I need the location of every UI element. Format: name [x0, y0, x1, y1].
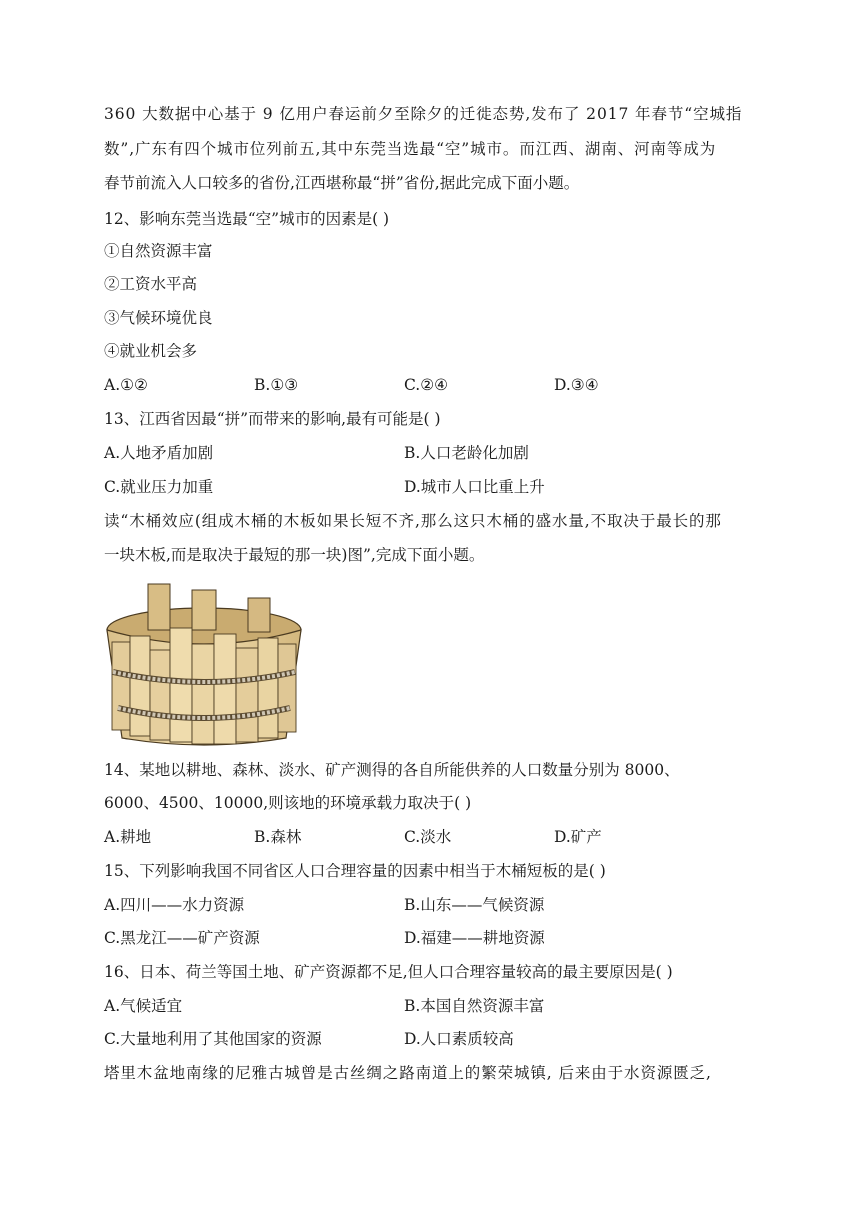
q13-option-a: A.人地矛盾加剧: [104, 444, 214, 462]
intro3-line1: 塔里木盆地南缘的尼雅古城曾是古丝绸之路南道上的繁荣城镇, 后来由于水资源匮乏,: [104, 1064, 712, 1082]
q14-stem-line1: 14、某地以耕地、森林、淡水、矿产测得的各自所能供养的人口数量分别为 8000、: [104, 761, 680, 779]
q12-option-d: D.③④: [554, 376, 599, 394]
q12-stem: 12、影响东莞当选最“空”城市的因素是( ): [104, 210, 390, 228]
q16-option-a: A.气候适宜: [104, 997, 183, 1015]
intro2-line1: 读“木桶效应(组成木桶的木板如果长短不齐,那么这只木桶的盛水量,不取决于最长的那: [104, 512, 722, 530]
q13-stem: 13、江西省因最“拼”而带来的影响,最有可能是( ): [104, 410, 441, 428]
q15-option-a: A.四川——水力资源: [104, 896, 245, 914]
q13-option-b: B.人口老龄化加剧: [404, 444, 529, 462]
q16-stem: 16、日本、荷兰等国土地、矿产资源都不足,但人口合理容量较高的最主要原因是( ): [104, 963, 673, 981]
q14-option-a: A.耕地: [104, 828, 152, 846]
intro1-line3: 春节前流入人口较多的省份,江西堪称最“拼”省份,据此完成下面小题。: [104, 174, 580, 192]
wooden-bucket-figure: [104, 580, 304, 750]
q14-option-c: C.淡水: [404, 828, 452, 846]
q15-option-b: B.山东——气候资源: [404, 896, 545, 914]
q15-option-c: C.黑龙江——矿产资源: [104, 929, 260, 947]
q14-option-d: D.矿产: [554, 828, 602, 846]
q12-item-3: ③气候环境优良: [104, 309, 213, 327]
q12-item-2: ②工资水平高: [104, 275, 198, 293]
q16-option-b: B.本国自然资源丰富: [404, 997, 545, 1015]
intro1-line2: 数”,广东有四个城市位列前五,其中东莞当选最“空”城市。而江西、湖南、河南等成为: [104, 140, 717, 158]
q16-option-c: C.大量地利用了其他国家的资源: [104, 1030, 322, 1048]
q13-option-c: C.就业压力加重: [104, 478, 214, 496]
q12-item-4: ④就业机会多: [104, 342, 198, 360]
q15-option-d: D.福建——耕地资源: [404, 929, 545, 947]
intro2-line2: 一块木板,而是取决于最短的那一块)图”,完成下面小题。: [104, 546, 485, 564]
q12-option-b: B.①③: [254, 376, 299, 394]
q14-option-b: B.森林: [254, 828, 302, 846]
intro1-line1: 360 大数据中心基于 9 亿用户春运前夕至除夕的迁徙态势,发布了 2017 年春节“空城指: [104, 105, 743, 123]
q16-option-d: D.人口素质较高: [404, 1030, 514, 1048]
q12-item-1: ①自然资源丰富: [104, 242, 213, 260]
q15-stem: 15、下列影响我国不同省区人口合理容量的因素中相当于木桶短板的是( ): [104, 862, 606, 880]
q12-option-c: C.②④: [404, 376, 449, 394]
q12-option-a: A.①②: [104, 376, 148, 394]
q13-option-d: D.城市人口比重上升: [404, 478, 545, 496]
q14-stem-line2: 6000、4500、10000,则该地的环境承载力取决于( ): [104, 794, 472, 812]
